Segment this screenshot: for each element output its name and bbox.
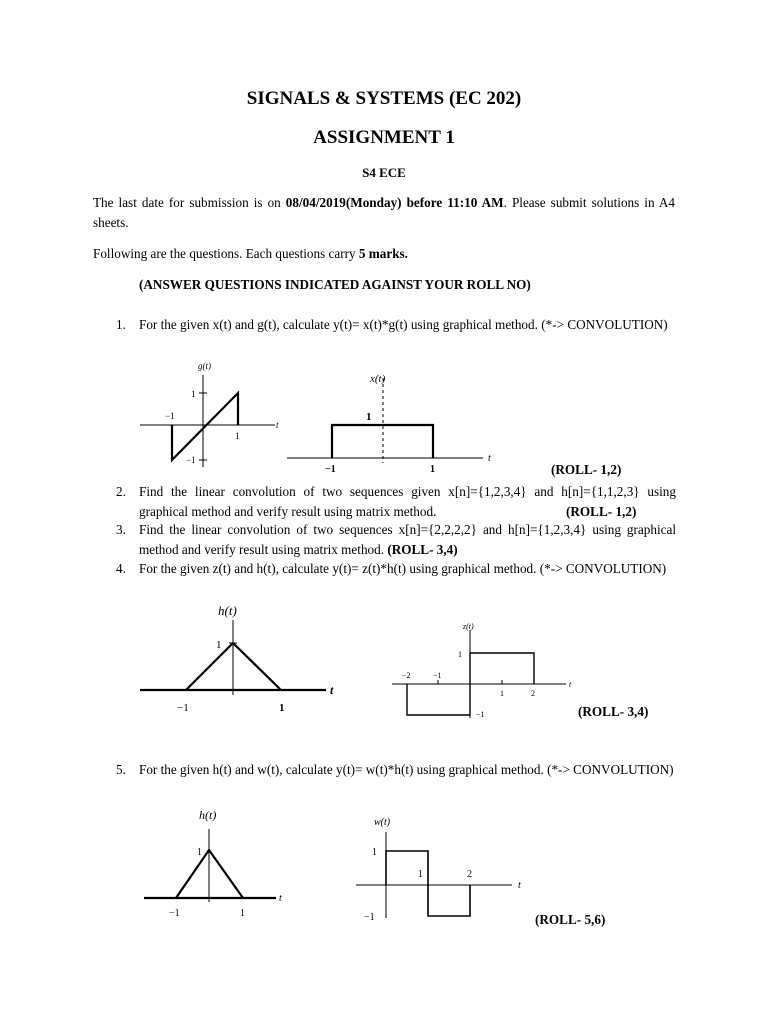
svg-text:t: t [276,420,279,430]
h5-label: h(t) [199,808,217,822]
svg-text:−1: −1 [165,411,175,421]
svg-text:t: t [488,453,491,464]
roll-q4: (ROLL- 3,4) [578,704,649,719]
svg-text:t: t [279,893,282,904]
question-4: 4. For the given z(t) and h(t), calculate y(t)= z(t)*h(t) using graphical method. (*-> CONVOLUTION) [116,561,667,576]
x-label: x(t) [370,373,386,385]
question-5: 5. For the given h(t) and w(t), calculate y(t)= w(t)*h(t) using graphical method. (*-> CONVOLUTION) [116,762,674,777]
svg-text:1: 1 [430,464,435,473]
svg-text:1: 1 [500,689,504,698]
h-of-t-plot-q5 [140,804,290,919]
z-label: z(t) [463,622,474,631]
svg-text:1: 1 [372,847,377,858]
svg-text:1: 1 [235,431,240,441]
svg-text:t: t [330,683,334,697]
w-of-t-plot [350,812,535,922]
svg-text:1: 1 [197,847,202,858]
question-3: 3. Find the linear convolution of two sequences x[n]={2,2,2,2} and h[n]={1,2,3,4} using graphical method and verify result using matrix method. (ROLL- 3,4) [116,522,676,557]
course-title: SIGNALS & SYSTEMS (EC 202) [246,88,522,109]
marks-paragraph: Following are the questions. Each questions carry 5 marks. [93,246,408,261]
x-rect-waveform [332,425,433,458]
marks-value: 5 marks. [358,246,408,261]
g-label: g(t) [198,361,211,371]
due-date: 08/04/2019(Monday) before 11:10 AM [285,195,504,210]
instruction-heading: (ANSWER QUESTIONS INDICATED AGAINST YOUR ROLL NO) [139,277,531,292]
svg-text:1: 1 [191,389,196,399]
svg-text:1: 1 [216,639,222,651]
question-1: 1. For the given x(t) and g(t), calculate y(t)= x(t)*g(t) using graphical method. (*-> CONVOLUTION) [116,317,668,332]
class-label: S4 ECE [362,165,406,180]
svg-text:−2: −2 [402,671,411,680]
svg-text:1: 1 [458,650,462,659]
svg-text:t: t [569,680,572,689]
h-of-t-plot-q4 [136,600,346,715]
svg-text:−1: −1 [364,912,375,922]
svg-text:−1: −1 [325,464,336,473]
svg-text:2: 2 [531,689,535,698]
svg-text:−1: −1 [433,671,442,680]
svg-text:1: 1 [418,869,423,880]
w-waveform [386,851,470,916]
svg-text:−1: −1 [169,908,180,919]
roll-q3: (ROLL- 3,4) [387,542,458,557]
z-of-t-plot [390,618,580,723]
roll-q1: (ROLL- 1,2) [551,462,622,477]
svg-text:t: t [518,880,521,891]
svg-text:1: 1 [240,908,245,919]
svg-text:−1: −1 [177,702,189,714]
svg-text:−1: −1 [476,710,485,719]
svg-text:2: 2 [467,869,472,880]
assignment-title: ASSIGNMENT 1 [313,127,455,148]
roll-q5: (ROLL- 5,6) [535,912,606,927]
g-of-t-plot [135,355,285,470]
submission-paragraph: The last date for submission is on 08/04/2019(Monday) before 11:10 AM. Please submit solutions in A4 sheets. [93,195,675,230]
x-of-t-plot [285,368,500,473]
svg-text:1: 1 [279,702,285,714]
g-ramp-waveform [172,393,238,460]
h4-label: h(t) [218,603,237,618]
svg-text:−1: −1 [186,455,196,465]
roll-q2: (ROLL- 1,2) [566,504,637,519]
svg-text:1: 1 [366,411,372,423]
w-label: w(t) [374,817,391,828]
question-2: 2. Find the linear convolution of two sequences given x[n]={1,2,3,4} and h[n]={1,1,2,3} using graphical method and verify result using matrix method. (ROLL- 1,2) [116,482,676,522]
